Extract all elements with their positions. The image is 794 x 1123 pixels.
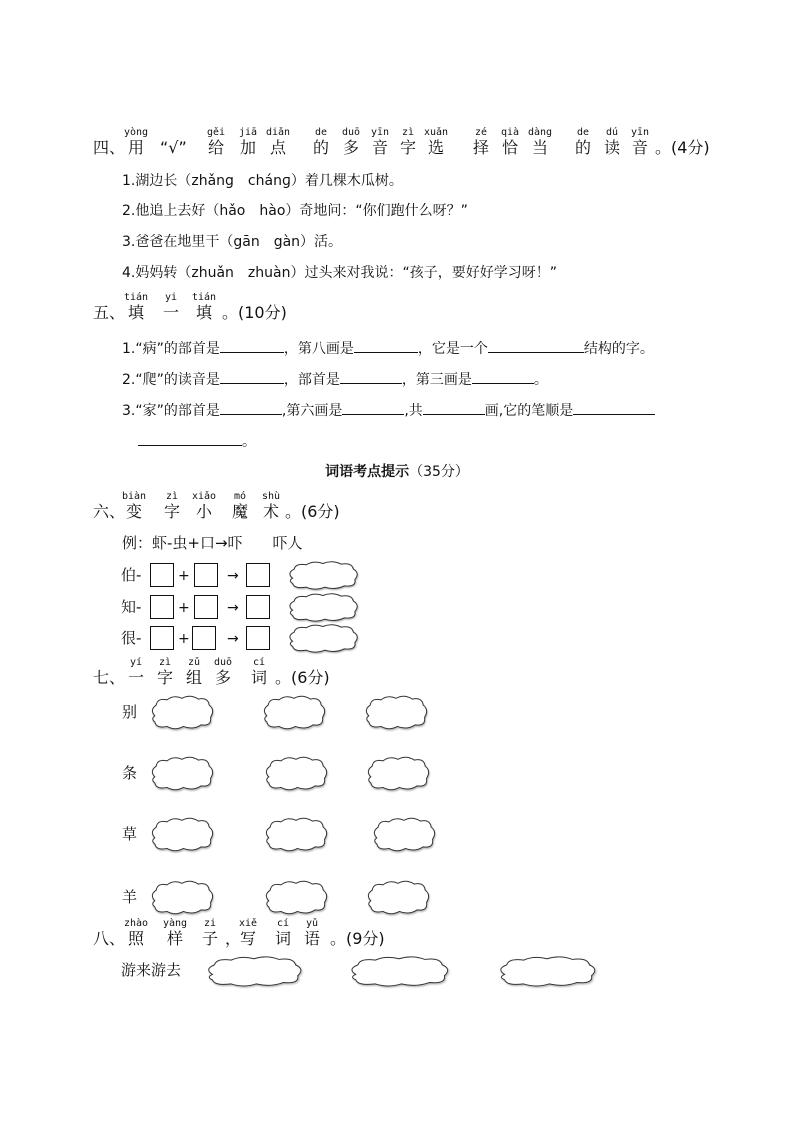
hanzi: 音 [372,138,389,157]
plus-sign: + [178,568,190,584]
heading-char [251,657,268,687]
heading-char [604,127,621,157]
pinyin: zǔ [187,657,201,668]
answer-cloud[interactable] [370,815,438,853]
item-text: ,共 [404,403,423,419]
heading-char [575,127,592,157]
hanzi: 多 [215,668,232,687]
hanzi: 填 [128,303,145,322]
pinyin: diǎn [265,127,291,138]
pinyin: yǔ [305,918,319,929]
heading-char [163,292,180,322]
answer-box[interactable] [150,595,174,619]
answer-box[interactable] [150,626,174,650]
hanzi: 加 [240,138,257,157]
heading-char [128,657,145,687]
heading-char [191,491,217,521]
answer-cloud[interactable] [285,559,361,591]
hanzi: 择 [473,138,490,157]
section-5-item-1 [122,338,654,358]
heading-char [157,657,174,687]
item-text: 。 [533,372,548,388]
hanzi: 的 [575,138,592,157]
pinyin: mó [233,491,247,502]
section-5-item-3-continued [138,431,256,451]
pinyin: yòng [123,127,149,138]
pinyin: de [576,127,590,138]
heading-char [370,127,390,157]
heading-char [238,127,258,157]
heading-char [225,930,241,948]
pinyin: zi [203,918,217,929]
section-4-item-4: 4.妈妈转（zhuǎn zhuàn）过头来对我说：“孩子，要好好学习呀！” [122,265,557,281]
hanzi: 词 [251,668,268,687]
heading-char [238,918,258,948]
hanzi: 。(6分) [285,502,340,521]
word-formula-char: 知- [121,598,142,616]
pinyin: xuǎn [423,127,449,138]
heading-char [655,139,710,157]
hanzi: 八、 [93,929,126,948]
hanzi: 当 [532,138,549,157]
hanzi: 魔 [232,502,249,521]
section-4-item-2: 2.他追上去好（hǎo hào）奇地问：“你们跑什么呀？” [122,203,468,219]
answer-blank[interactable] [220,338,284,353]
pinyin: qià [500,127,520,138]
answer-blank[interactable] [340,369,402,384]
answer-cloud[interactable] [494,954,600,988]
hanzi: 选 [428,138,445,157]
hanzi: 读 [604,138,621,157]
hanzi: 子 [202,929,219,948]
pinyin: dàng [527,127,553,138]
pinyin: jiā [238,127,258,138]
pinyin: xiě [238,918,258,929]
title-score: （35分） [409,464,469,480]
pinyin: gěi [206,127,226,138]
section-6-heading [0,491,794,531]
pinyin: zì [165,491,179,502]
heading-char [164,491,181,521]
heading-char [304,918,321,948]
hanzi: 变 [126,502,143,521]
word-group-char: 羊 [122,888,138,906]
answer-box[interactable] [246,595,270,619]
pinyin: yīn [630,127,650,138]
heading-char [123,292,149,322]
hanzi: 字 [164,502,181,521]
answer-box[interactable] [194,595,218,619]
item-text: ，第八画是 [283,341,354,357]
heading-char [93,304,125,322]
heading-char [261,491,281,521]
hanzi: 的 [313,138,330,157]
hanzi: 用 [128,138,145,157]
answer-cloud[interactable] [148,815,216,853]
heading-char [423,127,449,157]
answer-cloud[interactable] [285,591,361,623]
answer-box[interactable] [150,563,174,587]
heading-char [275,669,330,687]
hanzi: 。(9分) [330,929,385,948]
item-text: 1.“病”的部首是 [122,341,220,357]
section-7-heading [0,657,794,697]
answer-cloud[interactable] [262,815,330,853]
answer-blank[interactable] [342,400,404,415]
word-formula-char: 很- [121,629,142,647]
plus-sign: + [178,600,190,616]
heading-char [123,127,149,157]
hanzi: 填 [196,303,213,322]
pinyin: yi [164,292,178,303]
answer-cloud[interactable] [364,878,432,916]
word-group-char: 别 [122,703,138,721]
hanzi: 五、 [93,303,126,322]
item-text: ，部首是 [283,372,340,388]
heading-char [232,491,249,521]
heading-char [313,127,330,157]
heading-char [341,127,361,157]
hanzi: 。(6分) [275,668,330,687]
arrow-icon: → [227,568,239,584]
section-4-item-3: 3.爸爸在地里干（gān gàn）活。 [122,234,343,250]
hanzi: 字 [400,138,417,157]
heading-char [191,292,217,322]
hanzi: 多 [343,138,360,157]
answer-cloud[interactable] [362,693,430,731]
plus-sign: + [178,631,190,647]
hanzi: 术 [263,502,280,521]
heading-char [213,657,233,687]
heading-char [162,918,188,948]
hanzi: 恰 [502,138,519,157]
section-5-heading [0,292,794,332]
hanzi: 写 [240,929,257,948]
heading-char [330,930,385,948]
answer-blank[interactable] [220,369,284,384]
heading-char [93,669,125,687]
hanzi: 语 [304,929,321,948]
hanzi: 音 [632,138,649,157]
hanzi: 照 [128,929,145,948]
word-group-char: 草 [122,825,138,843]
answer-cloud[interactable] [260,693,328,731]
pinyin: cí [276,918,290,929]
hanzi: 组 [186,668,203,687]
heading-char [275,918,292,948]
pinyin: yí [129,657,143,668]
pinyin: zì [158,657,172,668]
title-main: 词语考点提示 [325,464,410,480]
hanzi: 七、 [93,668,126,687]
item-text: 2.“爬”的读音是 [122,372,220,388]
answer-box[interactable] [246,626,270,650]
heading-char [265,127,291,157]
pinyin: tián [191,292,217,303]
section-4-heading [0,127,794,167]
answer-cloud[interactable] [285,622,361,654]
hanzi: 。(4分) [655,138,710,157]
pinyin: yàng [162,918,188,929]
section-6-example: 例：虾-虫+口→吓 吓人 [122,534,303,552]
answer-blank[interactable] [472,369,534,384]
pinyin: cí [252,657,266,668]
section-5-item-3 [122,400,655,420]
heading-char [473,127,490,157]
heading-char [500,127,520,157]
hanzi: 六、 [93,502,126,521]
section-8-example: 游来游去 [121,961,182,979]
heading-char [630,127,650,157]
pinyin: zì [401,127,415,138]
heading-char [93,139,125,157]
heading-char [222,304,287,322]
hanzi: “√” [160,138,187,157]
answer-box[interactable] [192,626,216,650]
arrow-icon: → [227,600,239,616]
hanzi: 一 [163,303,180,322]
hanzi: 一 [128,668,145,687]
answer-blank[interactable] [138,431,242,446]
answer-cloud[interactable] [262,878,330,916]
heading-char [400,127,417,157]
hanzi: 词 [275,929,292,948]
pinyin: dú [605,127,619,138]
pinyin: tián [123,292,149,303]
hanzi: 点 [270,138,287,157]
answer-blank[interactable] [220,400,282,415]
hanzi: 。(10分) [222,303,287,322]
pinyin: xiǎo [191,491,217,502]
word-group-char: 条 [122,764,138,782]
answer-cloud[interactable] [148,754,216,792]
pinyin: duō [213,657,233,668]
heading-char [93,503,125,521]
item-text: 。 [242,434,256,450]
pinyin: de [314,127,328,138]
hanzi: 四、 [93,138,126,157]
answer-cloud[interactable] [148,693,216,731]
heading-char [186,657,203,687]
heading-char [285,503,340,521]
pinyin: yīn [370,127,390,138]
heading-char [160,139,187,157]
hanzi: 小 [196,502,213,521]
section-title [0,461,794,481]
hanzi: ， [225,929,242,948]
hanzi: 样 [167,929,184,948]
pinyin: duō [341,127,361,138]
item-text: ,第六画是 [281,403,343,419]
arrow-icon: → [227,631,239,647]
hanzi: 给 [208,138,225,157]
answer-cloud[interactable] [148,878,216,916]
pinyin: zhào [123,918,149,929]
heading-char [121,491,147,521]
item-text: ，它是一个 [417,341,488,357]
section-8-heading [0,918,794,958]
answer-cloud[interactable] [364,754,432,792]
answer-cloud[interactable] [262,754,330,792]
item-text: 画,它的笔顺是 [484,403,574,419]
answer-blank[interactable] [423,400,485,415]
word-formula-char: 伯- [121,566,142,584]
pinyin: biàn [121,491,147,502]
item-text: 结构的字。 [583,341,654,357]
answer-blank[interactable] [488,338,584,353]
pinyin: zé [474,127,488,138]
item-text: 3.“家”的部首是 [122,403,220,419]
answer-cloud[interactable] [202,954,306,988]
section-4-item-1: 1.湖边长（zhǎng chánɡ）着几棵木瓜树。 [122,173,403,189]
heading-char [206,127,226,157]
heading-char [93,930,125,948]
heading-char [202,918,219,948]
answer-blank[interactable] [354,338,418,353]
section-5-item-2 [122,369,548,389]
answer-box[interactable] [246,563,270,587]
heading-char [527,127,553,157]
hanzi: 字 [157,668,174,687]
answer-blank[interactable] [573,400,655,415]
answer-box[interactable] [194,563,218,587]
item-text: ，第三画是 [401,372,472,388]
answer-cloud[interactable] [345,954,453,988]
pinyin: shù [261,491,281,502]
heading-char [123,918,149,948]
